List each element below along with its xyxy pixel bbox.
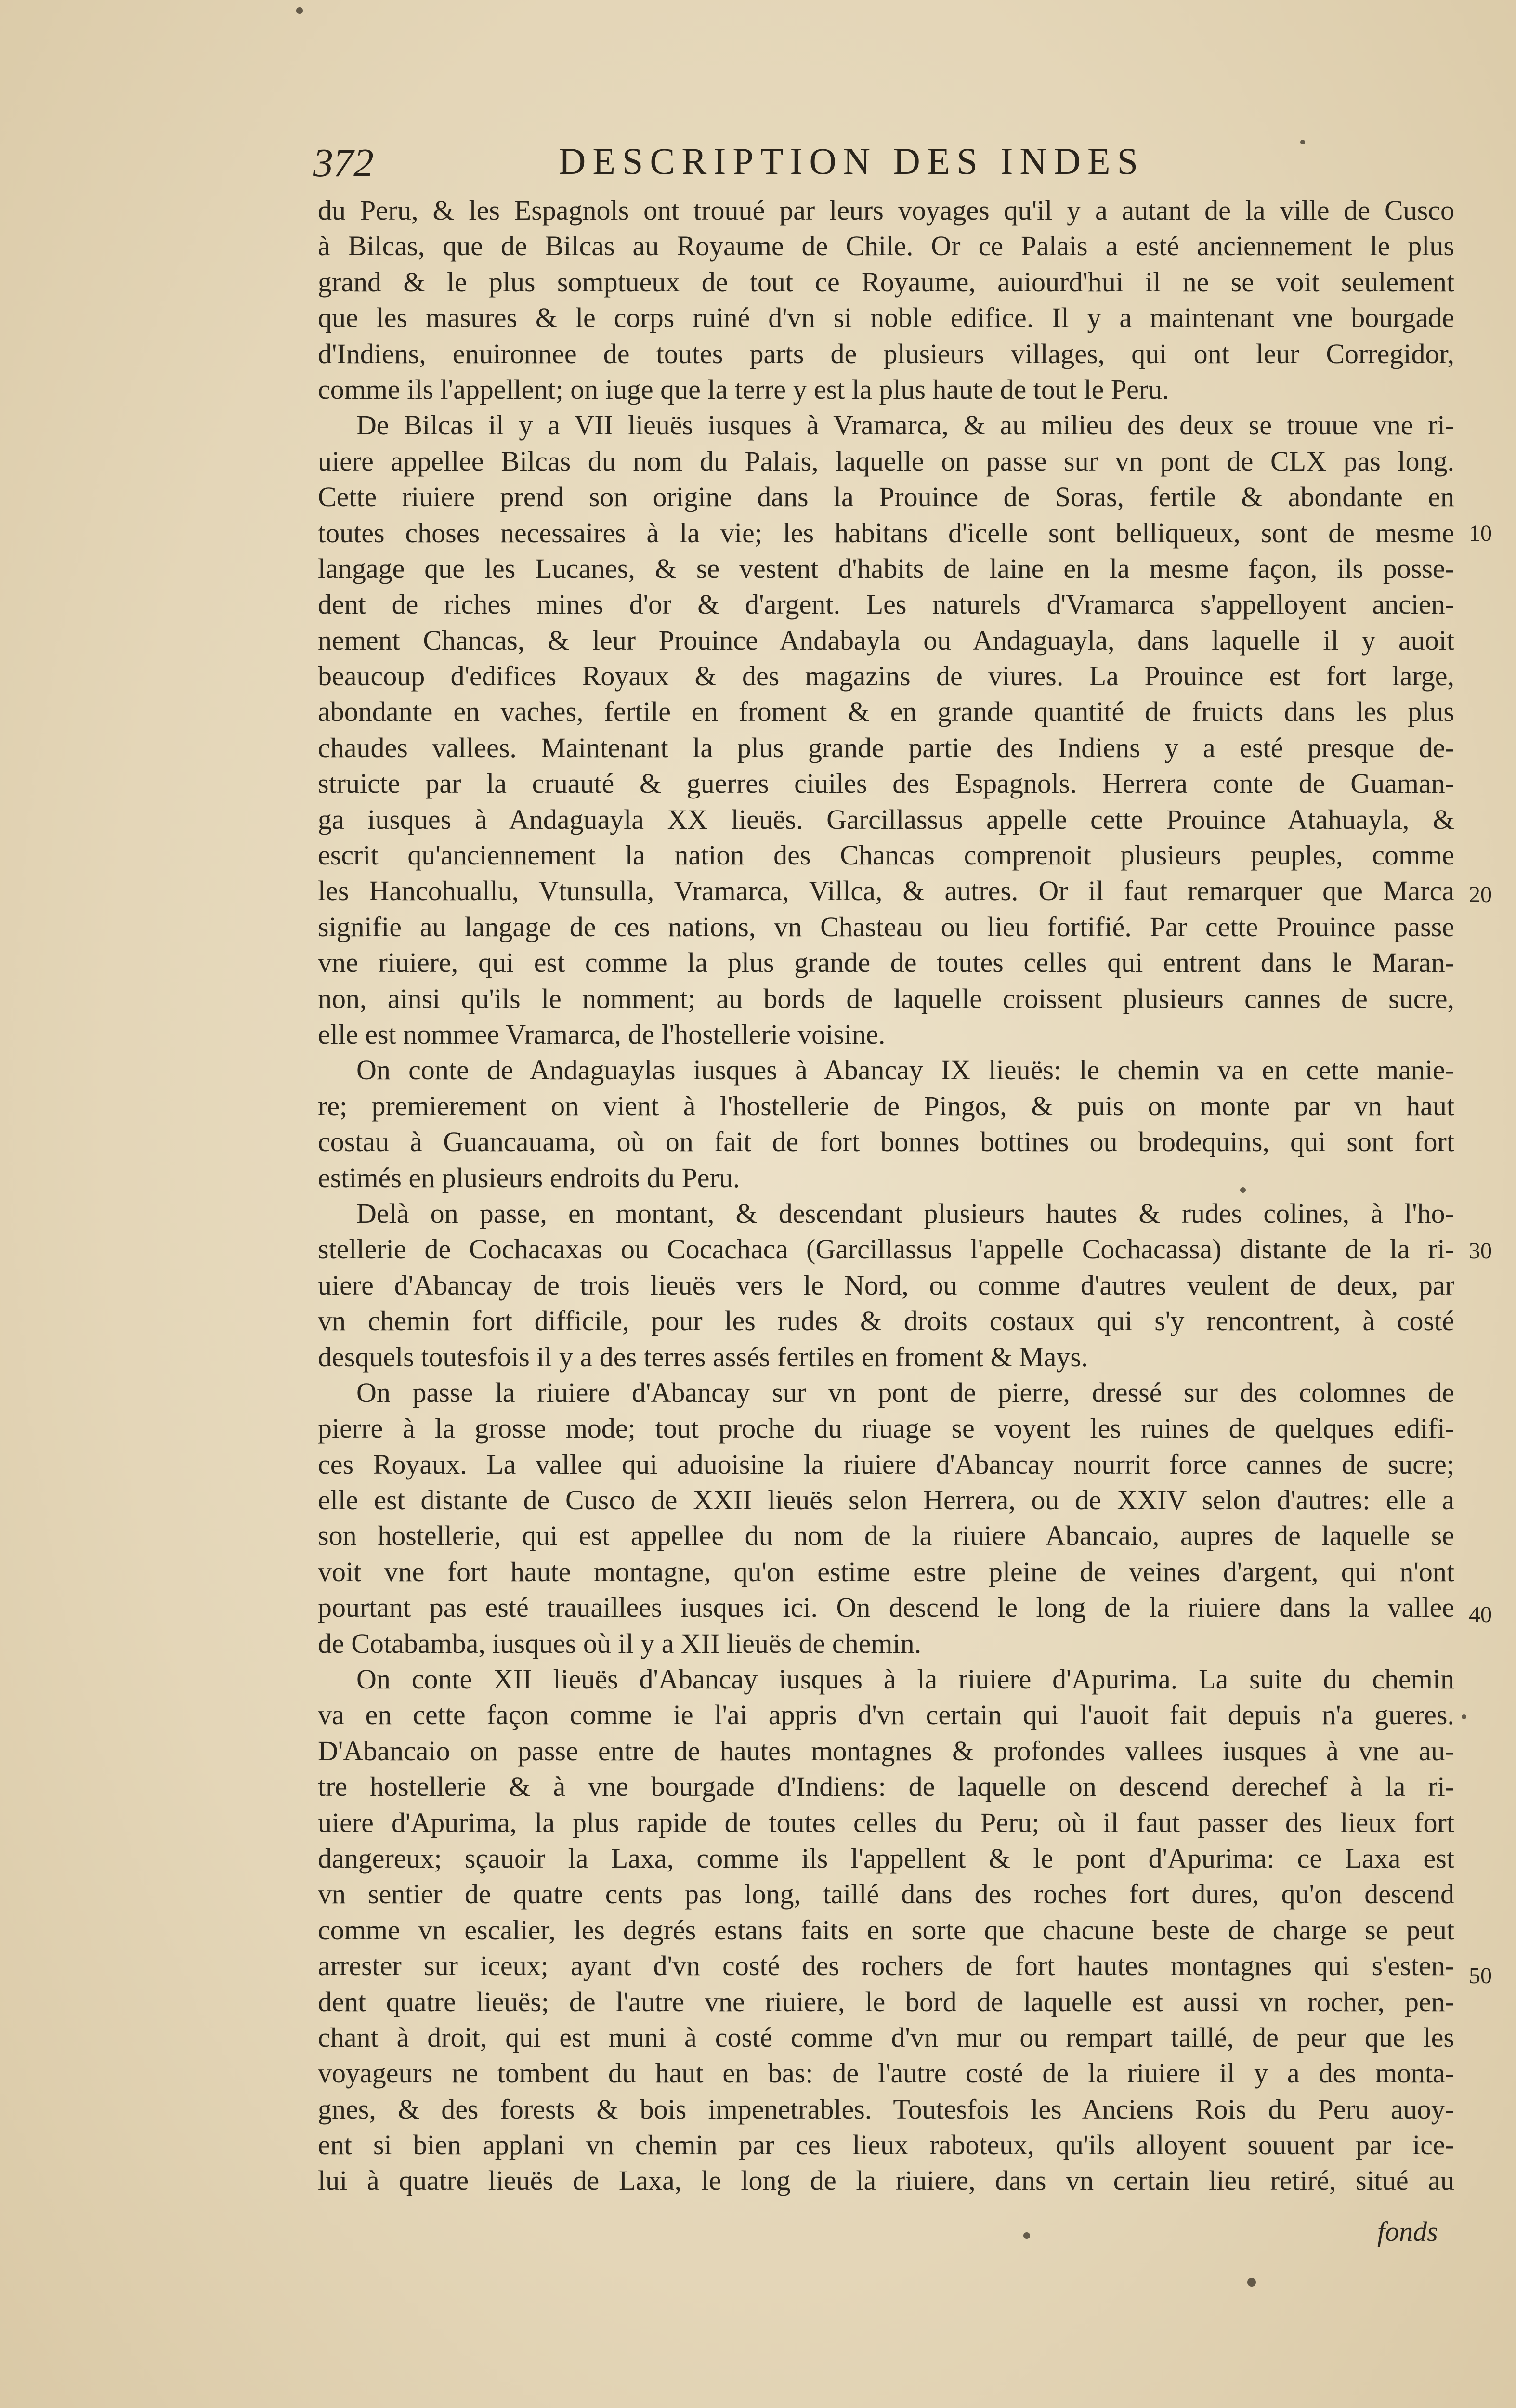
text-line: abondante en vaches, fertile en froment & en grande quantité de fruicts dans les plus [318, 696, 1454, 728]
page-number: 372 [313, 141, 374, 185]
text-line: nement Chancas, & leur Prouince Andabayla ou Andaguayla, dans laquelle il y auoit [318, 624, 1454, 656]
text-line: pierre à la grosse mode; tout proche du riuage se voyent les ruines de quelques edifi- [318, 1413, 1454, 1444]
text-line: à Bilcas, que de Bilcas au Royaume de Chile. Or ce Palais a esté anciennement le plus [318, 230, 1454, 262]
text-line: uiere appellee Bilcas du nom du Palais, laquelle on passe sur vn pont de CLX pas long. [318, 445, 1454, 477]
text-line: du Peru, & les Espagnols ont trouué par leurs voyages qu'il y a autant de la ville de Cusco [318, 195, 1454, 226]
text-line: Cette riuiere prend son origine dans la Prouince de Soras, fertile & abondante en [318, 481, 1454, 513]
text-line: voit vne fort haute montagne, qu'on estime estre pleine de veines d'argent, qui n'ont [318, 1556, 1454, 1587]
text-line: signifie au langage de ces nations, vn Chasteau ou lieu fortifié. Par cette Prouince passe [318, 911, 1454, 942]
text-line: De Bilcas il y a VII lieuës iusques à Vramarca, & au milieu des deux se trouue vne ri- [356, 409, 1454, 441]
text-line: pourtant pas esté trauaillees iusques ici. On descend le long de la riuiere dans la vallee [318, 1592, 1454, 1623]
ink-speck [1240, 1187, 1246, 1193]
text-line: de Cotabamba, iusques où il y a XII lieuës de chemin. [318, 1627, 922, 1659]
text-line: d'Indiens, enuironnee de toutes parts de plusieurs villages, qui ont leur Corregidor, [318, 338, 1454, 369]
text-line: vn chemin fort difficile, pour les rudes & droits costaux qui s'y rencontrent, à costé [318, 1305, 1454, 1337]
text-line: comme ils l'appellent; on iuge que la terre y est la plus haute de tout le Peru. [318, 373, 1169, 405]
ink-speck [1462, 1714, 1466, 1719]
text-line: desquels toutesfois il y a des terres assés fertiles en froment & Mays. [318, 1341, 1088, 1373]
text-line: estimés en plusieurs endroits du Peru. [318, 1162, 740, 1193]
text-line: dangereux; sçauoir la Laxa, comme ils l'appellent & le pont d'Apurima: ce Laxa est [318, 1842, 1454, 1874]
margin-line-number: 10 [1469, 521, 1492, 546]
text-line: dent quatre lieuës; de l'autre vne riuiere, le bord de laquelle est aussi vn rocher, pen- [318, 1986, 1454, 2017]
ink-speck [1023, 2232, 1030, 2239]
text-line: lui à quatre lieuës de Laxa, le long de la riuiere, dans vn certain lieu retiré, situé au [318, 2165, 1454, 2197]
ink-speck [1247, 2278, 1256, 2287]
text-line: grand & le plus somptueux de tout ce Royaume, auiourd'hui il ne se voit seulement [318, 266, 1454, 298]
text-line: vne riuiere, qui est comme la plus grande de toutes celles qui entrent dans le Maran- [318, 947, 1454, 979]
text-line: ces Royaux. La vallee qui aduoisine la riuiere d'Abancay nourrit force cannes de sucre; [318, 1448, 1454, 1480]
text-line: On conte XII lieuës d'Abancay iusques à la riuiere d'Apurima. La suite du chemin [356, 1663, 1454, 1695]
text-line: beaucoup d'edifices Royaux & des magazins de viures. La Prouince est fort large, [318, 660, 1454, 692]
text-line: stellerie de Cochacaxas ou Cocachaca (Garcillassus l'appelle Cochacassa) distante de la ri- [318, 1233, 1454, 1265]
text-line: D'Abancaio on passe entre de hautes montagnes & profondes vallees iusques à vne au- [318, 1735, 1454, 1767]
text-line: chant à droit, qui est muni à costé comme d'vn mur ou rempart taillé, de peur que les [318, 2021, 1454, 2053]
ink-speck [296, 7, 303, 14]
text-line: toutes choses necessaires à la vie; les habitans d'icelle sont belliqueux, sont de mesme [318, 517, 1454, 549]
text-line: chaudes vallees. Maintenant la plus grande partie des Indiens y a esté presque de- [318, 732, 1454, 763]
text-line: ga iusques à Andaguayla XX lieuës. Garcillassus appelle cette Prouince Atahuayla, & [318, 803, 1454, 835]
margin-line-number: 40 [1469, 1602, 1492, 1627]
text-line: ent si bien applani vn chemin par ces lieux raboteux, qu'ils alloyent souuent par ice- [318, 2129, 1454, 2161]
text-line: tre hostellerie & à vne bourgade d'Indiens: de laquelle on descend derechef à la ri- [318, 1771, 1454, 1803]
catchword: fonds [1377, 2216, 1438, 2247]
ink-speck [1300, 140, 1305, 144]
text-line: gnes, & des forests & bois impenetrables. Toutesfois les Anciens Rois du Peru auoy- [318, 2093, 1454, 2125]
text-line: uiere d'Apurima, la plus rapide de toutes celles du Peru; où il faut passer des lieux fort [318, 1806, 1454, 1838]
text-line: escrit qu'anciennement la nation des Chancas comprenoit plusieurs peuples, comme [318, 839, 1454, 871]
text-line: Delà on passe, en montant, & descendant plusieurs hautes & rudes colines, à l'ho- [356, 1197, 1454, 1229]
page-header [313, 140, 1503, 193]
text-line: langage que les Lucanes, & se vestent d'habits de laine en la mesme façon, ils posse- [318, 552, 1454, 584]
body-text [318, 193, 1454, 2199]
text-line: On passe la riuiere d'Abancay sur vn pont de pierre, dressé sur des colomnes de [356, 1376, 1454, 1408]
margin-line-number: 20 [1469, 882, 1492, 907]
text-line: uiere d'Abancay de trois lieuës vers le Nord, ou comme d'autres veulent de deux, par [318, 1269, 1454, 1301]
text-line: On conte de Andaguaylas iusques à Abancay IX lieuës: le chemin va en cette manie- [356, 1054, 1454, 1086]
text-line: son hostellerie, qui est appellee du nom de la riuiere Abancaio, aupres de laquelle se [318, 1520, 1454, 1552]
text-line: arrester sur iceux; ayant d'vn costé des rochers de fort hautes montagnes qui s'esten- [318, 1950, 1454, 1982]
text-line: dent de riches mines d'or & d'argent. Les naturels d'Vramarca s'appelloyent ancien- [318, 589, 1454, 620]
margin-line-number: 30 [1469, 1238, 1492, 1264]
text-line: elle est distante de Cusco de XXII lieuës selon Herrera, ou de XXIV selon d'autres: elle a [318, 1484, 1454, 1516]
text-line: comme vn escalier, les degrés estans faits en sorte que chacune beste de charge se peut [318, 1914, 1454, 1946]
text-line: voyageurs ne tombent du haut en bas: de l'autre costé de la riuiere il y a des monta- [318, 2057, 1454, 2089]
text-line: struicte par la cruauté & guerres ciuiles des Espagnols. Herrera conte de Guaman- [318, 768, 1454, 799]
text-line: les Hancohuallu, Vtunsulla, Vramarca, Villca, & autres. Or il faut remarquer que Marca [318, 875, 1454, 907]
running-title: DESCRIPTION DES INDES [559, 140, 1145, 182]
text-line: elle est nommee Vramarca, de l'hostellerie voisine. [318, 1018, 886, 1050]
margin-line-number: 50 [1469, 1963, 1492, 1989]
text-line: non, ainsi qu'ils le nomment; au bords de laquelle croissent plusieurs cannes de sucre, [318, 982, 1454, 1014]
text-line: que les masures & le corps ruiné d'vn si noble edifice. Il y a maintenant vne bourgade [318, 302, 1454, 334]
text-line: vn sentier de quatre cents pas long, taillé dans des roches fort dures, qu'on descend [318, 1878, 1454, 1910]
text-line: va en cette façon comme ie l'ai appris d'vn certain qui l'auoit fait depuis n'a gueres. [318, 1699, 1454, 1731]
text-line: costau à Guancauama, où on fait de fort bonnes bottines ou brodequins, qui sont fort [318, 1126, 1454, 1158]
text-line: re; premierement on vient à l'hostellerie de Pingos, & puis on monte par vn haut [318, 1090, 1454, 1122]
